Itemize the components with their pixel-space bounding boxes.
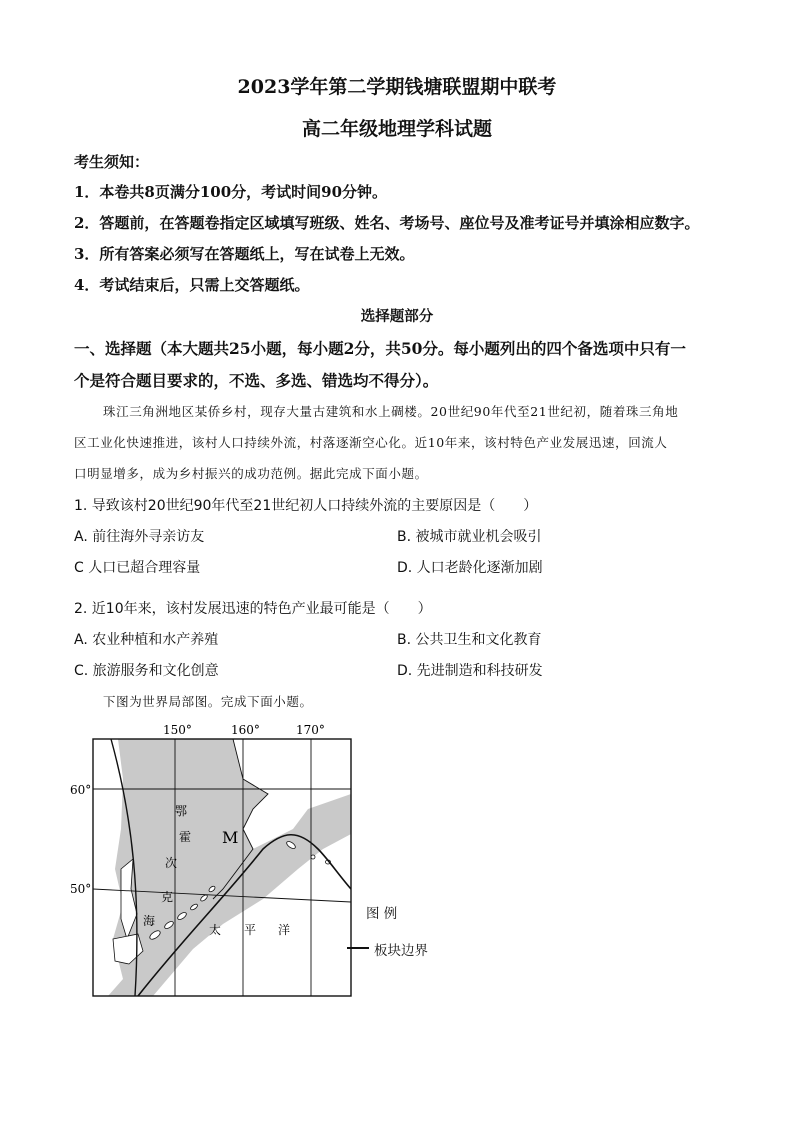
option-d[interactable]: D. 人口老龄化逐渐加剧	[397, 560, 543, 576]
notice-item: 2．答题前，在答题卷指定区域填写班级、姓名、考场号、座位号及准考证号并填涂相应数字。	[74, 214, 700, 232]
ocean-label-char: 太	[209, 923, 222, 937]
sea-label-char: 鄂	[175, 804, 188, 818]
legend-item-label: 板块边界	[374, 943, 428, 959]
sea-label-char: 海	[143, 914, 156, 928]
section-instruction: 个是符合题目要求的，不选、多选、错选均不得分）。	[74, 371, 439, 390]
question-stem: 2. 近10年来，该村发展迅速的特色产业最可能是（ ）	[74, 601, 432, 617]
notice-item: 4．考试结束后，只需上交答题纸。	[74, 276, 310, 294]
sea-label-char: 霍	[179, 830, 192, 844]
lon-label: 170°	[296, 723, 325, 737]
option-a[interactable]: A. 前往海外寻亲访友	[74, 529, 205, 545]
option-b[interactable]: B. 公共卫生和文化教育	[397, 632, 542, 648]
map-intro: 下图为世界局部图。完成下面小题。	[103, 694, 313, 709]
sea-label-char: 次	[165, 856, 178, 870]
ocean-label-char: 洋	[278, 923, 291, 937]
ocean-label-char: 平	[244, 923, 257, 937]
passage-line: 区工业化快速推进，该村人口持续外流，村落逐渐空心化。近10年来，该村特色产业发展迅速，回流人	[74, 435, 668, 450]
lon-label: 160°	[231, 723, 260, 737]
page-subtitle: 高二年级地理学科试题	[301, 118, 492, 140]
option-a[interactable]: A. 农业种植和水产养殖	[74, 632, 219, 648]
option-c[interactable]: C. 旅游服务和文化创意	[74, 663, 219, 679]
page-title: 2023学年第二学期钱塘联盟期中联考	[237, 76, 557, 98]
lat-label: 60°	[70, 783, 92, 797]
question-stem: 1. 导致该村20世纪90年代至21世纪初人口持续外流的主要原因是（ ）	[74, 498, 538, 514]
option-c[interactable]: C 人口已超合理容量	[74, 560, 201, 576]
section-heading: 选择题部分	[360, 308, 434, 325]
lon-label: 150°	[163, 723, 192, 737]
passage-line: 口明显增多，成为乡村振兴的成功范例。据此完成下面小题。	[74, 466, 428, 481]
legend-title: 图 例	[366, 906, 398, 922]
notice-heading: 考生须知：	[74, 153, 150, 171]
option-b[interactable]: B. 被城市就业机会吸引	[397, 529, 542, 545]
section-instruction: 一、选择题（本大题共25小题，每小题2分，共50分。每小题列出的四个备选项中只有一	[74, 339, 686, 358]
world-map-figure	[60, 718, 460, 1003]
notice-item: 3．所有答案必须写在答题纸上，写在试卷上无效。	[74, 245, 415, 263]
lat-label: 50°	[70, 882, 92, 896]
point-m-marker: M	[222, 828, 239, 847]
small-island	[311, 855, 315, 859]
notice-item: 1．本卷共8页满分100分，考试时间90分钟。	[74, 183, 388, 201]
sea-label-char: 克	[161, 890, 174, 904]
passage-line: 珠江三角洲地区某侨乡村，现存大量古建筑和水上碉楼。20世纪90年代至21世纪初，随着珠三角地	[103, 404, 679, 419]
legend-line-swatch	[347, 947, 369, 949]
option-d[interactable]: D. 先进制造和科技研发	[397, 663, 543, 679]
